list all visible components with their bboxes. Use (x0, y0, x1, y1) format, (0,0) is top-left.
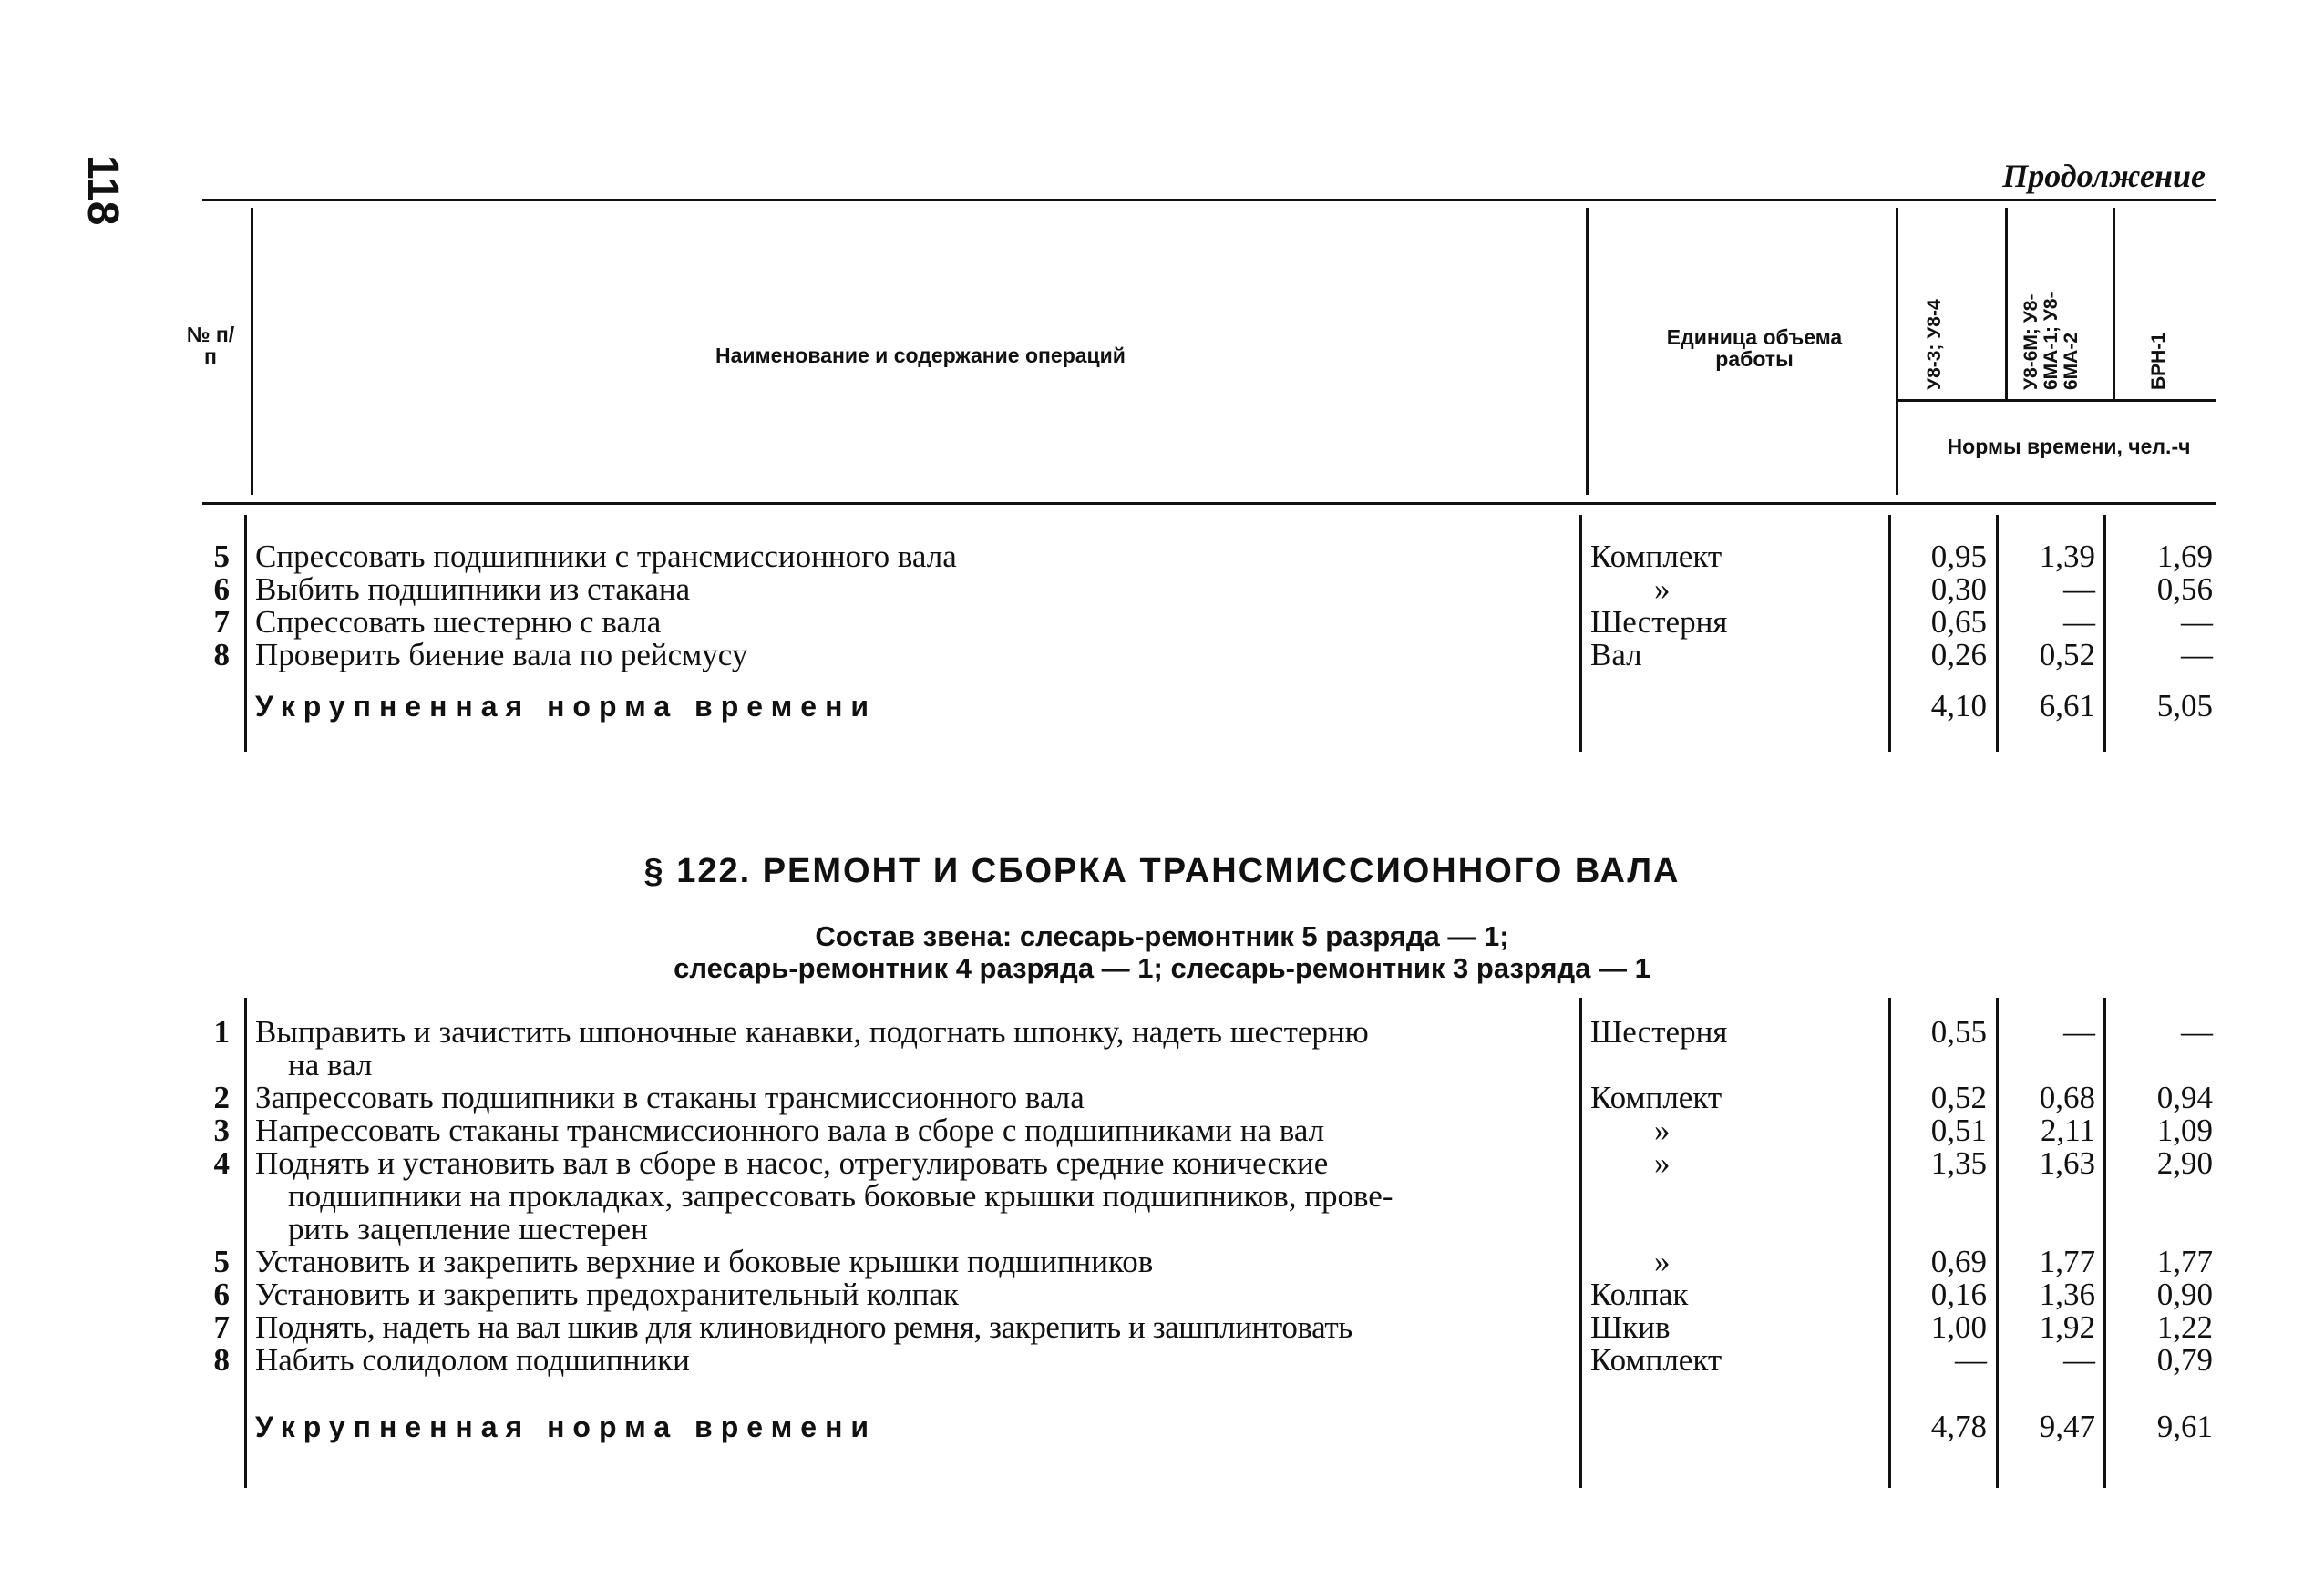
row-operation: Установить и закрепить верхние и боковые крышки подшипников (255, 1244, 1154, 1279)
row-value-1: — (1955, 1342, 1987, 1378)
row-num: 7 (213, 1309, 230, 1345)
row-value-3: — (2181, 604, 2213, 640)
row-operation-continuation: подшипники на прокладках, запрессовать боковые крышки подшипников, прове- (288, 1178, 1393, 1214)
top-body-sep-2 (1579, 515, 1582, 752)
row-value-3: 0,79 (2156, 1342, 2213, 1378)
row-value-2: 0,52 (2039, 637, 2095, 672)
row-operation: Поднять и установить вал в сборе в насос, отрегулировать средние конические (255, 1145, 1329, 1181)
header-col-sep-5 (2113, 208, 2115, 399)
row-num: 5 (213, 1244, 230, 1279)
row-value-1: 0,95 (1930, 539, 1987, 574)
header-col-sep-2 (1586, 208, 1589, 495)
row-value-1: 0,26 (1930, 637, 1987, 672)
row-value-1: 0,52 (1930, 1080, 1987, 1115)
total-value-2: 6,61 (2039, 688, 2095, 723)
row-num: 1 (213, 1014, 230, 1050)
header-model-3: БРН-1 (2148, 333, 2169, 390)
top-body-sep-4 (1996, 515, 1999, 752)
row-num: 5 (213, 539, 230, 574)
continuation-label: Продолжение (2002, 158, 2206, 194)
row-unit: Шкив (1590, 1309, 1671, 1345)
row-num: 2 (213, 1080, 230, 1115)
row-num: 7 (213, 604, 230, 640)
row-value-3: 0,56 (2156, 571, 2213, 607)
row-operation: Напрессовать стаканы трансмиссионного вала в сборе с подшипниками на вал (255, 1113, 1325, 1148)
row-operation: Спрессовать подшипники с трансмиссионного вала (255, 539, 957, 574)
row-operation: Набить солидолом подшипники (255, 1342, 690, 1378)
row-unit: Комплект (1590, 1342, 1722, 1378)
row-unit: Шестерня (1590, 604, 1728, 640)
row-operation: Поднять, надеть на вал шкив для клиновидного ремня, закрепить и зашплинтовать (255, 1309, 1352, 1345)
bottom-body-sep-2 (1579, 998, 1582, 1488)
row-unit: » (1654, 1145, 1671, 1181)
bottom-body-sep-1 (244, 998, 247, 1488)
row-unit: Колпак (1590, 1277, 1689, 1312)
row-value-2: 1,77 (2039, 1244, 2095, 1279)
row-value-1: 0,69 (1930, 1244, 1987, 1279)
row-value-2: 1,92 (2039, 1309, 2095, 1345)
row-unit: Комплект (1590, 1080, 1722, 1115)
header-col-sep-4 (2005, 208, 2008, 399)
row-num: 3 (213, 1113, 230, 1148)
row-unit: Вал (1590, 637, 1642, 672)
section-title: § 122. РЕМОНТ И СБОРКА ТРАНСМИССИОННОГО ВАЛА (643, 852, 1681, 890)
total-value-1: 4,10 (1930, 688, 1987, 723)
total-value-3: 9,61 (2156, 1409, 2213, 1444)
row-operation-continuation: рить зацепление шестерен (288, 1211, 648, 1246)
header-num: № п/п (186, 323, 235, 369)
bottom-body-sep-4 (1996, 998, 1999, 1488)
row-operation: Проверить биение вала по рейсмусу (255, 637, 748, 672)
row-operation: Запрессовать подшипники в стаканы трансмиссионного вала (255, 1080, 1085, 1115)
header-col-sep-3 (1896, 208, 1898, 495)
header-model-2: У8-6М; У8-6МА-1; У8-6МА-2 (2021, 292, 2082, 390)
top-body-sep-1 (244, 515, 247, 752)
row-value-2: — (2063, 604, 2095, 640)
row-value-2: 1,36 (2039, 1277, 2095, 1312)
row-value-2: 0,68 (2039, 1080, 2095, 1115)
row-value-1: 0,51 (1930, 1113, 1987, 1148)
row-value-3: 1,77 (2156, 1244, 2213, 1279)
total-value-2: 9,47 (2039, 1409, 2095, 1444)
row-value-3: — (2181, 1014, 2213, 1050)
total-label: Укрупненная норма времени (255, 690, 878, 723)
row-num: 8 (213, 1342, 230, 1378)
header-top-rule (202, 199, 2216, 201)
crew-line-1: Состав звена: слесарь-ремонтник 5 разряда — 1; (815, 920, 1509, 952)
row-value-1: 1,00 (1930, 1309, 1987, 1345)
header-models-rule (1896, 399, 2216, 402)
row-operation: Выправить и зачистить шпоночные канавки, подогнать шпонку, надеть шестерню (255, 1014, 1369, 1050)
total-label: Укрупненная норма времени (255, 1410, 878, 1443)
row-value-1: 0,55 (1930, 1014, 1987, 1050)
row-value-2: 2,11 (2041, 1113, 2095, 1148)
header-unit: Единица объема работы (1666, 325, 1843, 372)
row-value-3: 0,90 (2156, 1277, 2213, 1312)
bottom-body-sep-5 (2103, 998, 2106, 1488)
row-num: 4 (213, 1145, 230, 1181)
row-value-3: — (2181, 637, 2213, 672)
row-value-2: — (2063, 1014, 2095, 1050)
page-number: 118 (78, 155, 127, 226)
total-value-1: 4,78 (1930, 1409, 1987, 1444)
top-body-sep-5 (2103, 515, 2106, 752)
row-value-2: — (2063, 571, 2095, 607)
row-value-3: 1,22 (2156, 1309, 2213, 1345)
crew-line-2: слесарь-ремонтник 4 разряда — 1; слесарь-ремонтник 3 разряда — 1 (674, 952, 1650, 984)
row-operation: Установить и закрепить предохранительный колпак (255, 1277, 959, 1312)
row-value-1: 0,16 (1930, 1277, 1987, 1312)
row-value-3: 1,69 (2156, 539, 2213, 574)
row-unit: » (1654, 1244, 1671, 1279)
row-unit: Шестерня (1590, 1014, 1728, 1050)
header-model-1: У8-3; У8-4 (1924, 299, 1945, 390)
header-col-sep-1 (251, 208, 253, 495)
row-operation: Спрессовать шестерню с вала (255, 604, 662, 640)
row-num: 6 (213, 571, 230, 607)
total-value-3: 5,05 (2156, 688, 2213, 723)
row-value-1: 0,65 (1930, 604, 1987, 640)
row-value-1: 1,35 (1930, 1145, 1987, 1181)
row-operation-continuation: на вал (288, 1047, 373, 1082)
row-value-3: 2,90 (2156, 1145, 2213, 1181)
row-value-3: 0,94 (2156, 1080, 2213, 1115)
header-bottom-rule (202, 502, 2216, 505)
row-operation: Выбить подшипники из стакана (255, 571, 691, 607)
row-value-2: 1,39 (2039, 539, 2095, 574)
row-value-3: 1,09 (2156, 1113, 2213, 1148)
row-value-1: 0,30 (1930, 571, 1987, 607)
header-norms: Нормы времени, чел.-ч (1947, 435, 2191, 458)
row-unit: Комплект (1590, 539, 1722, 574)
row-unit: » (1654, 1113, 1671, 1148)
row-num: 8 (213, 637, 230, 672)
row-unit: » (1654, 571, 1671, 607)
header-operation: Наименование и содержание операций (715, 344, 1126, 367)
row-num: 6 (213, 1277, 230, 1312)
row-value-2: — (2063, 1342, 2095, 1378)
row-value-2: 1,63 (2039, 1145, 2095, 1181)
